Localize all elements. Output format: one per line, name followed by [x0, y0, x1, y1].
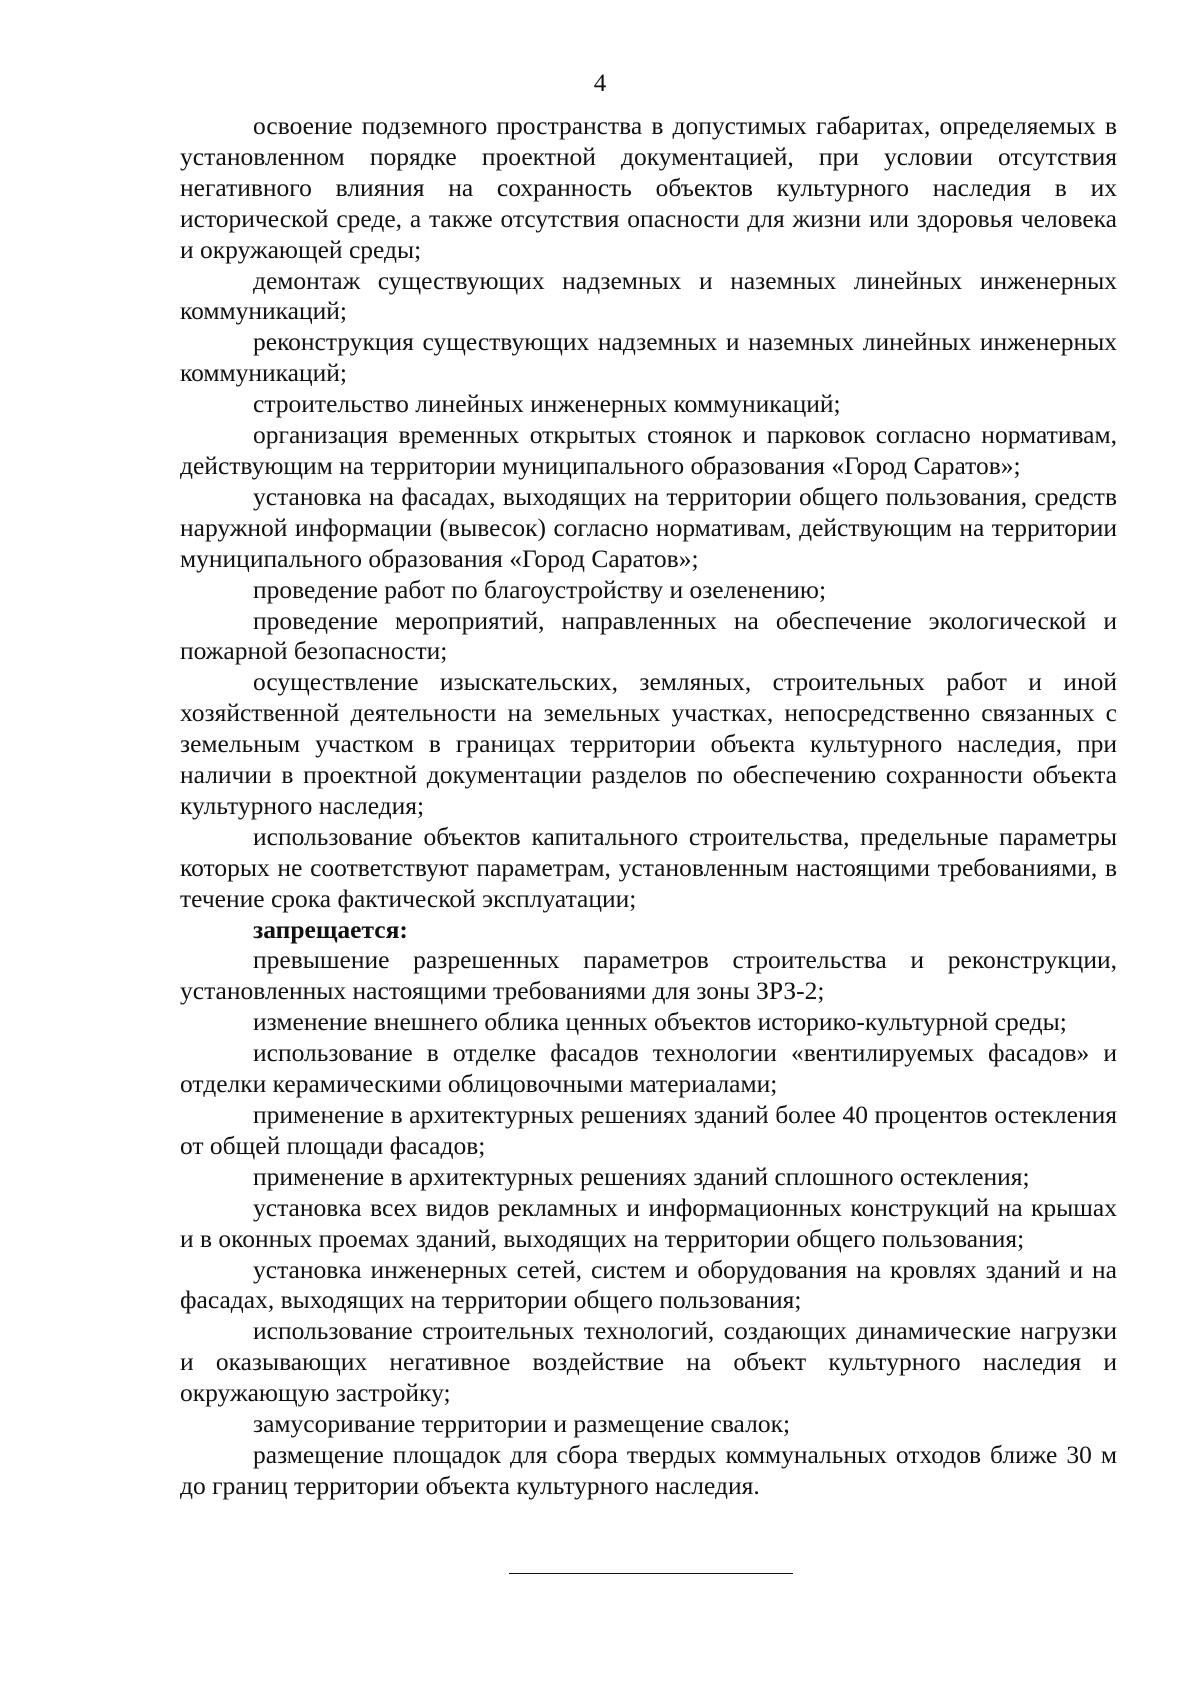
paragraph: использование строительных технологий, создающих динамические нагрузки и оказывающих негативное воздействие на объект культурного наследия и окружающую застройку; — [180, 1316, 1117, 1408]
paragraph: использование в отделке фасадов технологии «вентилируемых фасадов» и отделки керамическими облицовочными материалами; — [180, 1038, 1117, 1099]
paragraph: размещение площадок для сбора твердых коммунальных отходов ближе 30 м до границ территории объекта культурного наследия. — [180, 1439, 1117, 1500]
paragraph: замусоривание территории и размещение свалок; — [253, 1409, 791, 1439]
paragraph: установка на фасадах, выходящих на территории общего пользования, средств наружной информации (вывесок) согласно нормативам, действующим на территории муниципального образования «Город Саратов»; — [180, 481, 1117, 573]
paragraph: строительство линейных инженерных коммуникаций; — [253, 389, 841, 419]
document-body — [180, 111, 1117, 1502]
paragraph: установка инженерных сетей, систем и оборудования на кровлях зданий и на фасадах, выходящих на территории общего пользования; — [180, 1254, 1117, 1315]
section-heading-prohibited: запрещается: — [253, 914, 408, 944]
paragraph: освоение подземного пространства в допустимых габаритах, определяемых в установленном порядке проектной документацией, при условии отсутствия негативного влияния на сохранность объектов культурного наследия в их исторической среде, а также отсутствия опасности для жизни или здоровья человека и окружающей среды; — [180, 111, 1117, 264]
paragraph: реконструкция существующих надземных и наземных линейных инженерных коммуникаций; — [180, 327, 1117, 388]
paragraph: превышение разрешенных параметров строительства и реконструкции, установленных настоящими требованиями для зоны ЗРЗ-2; — [180, 945, 1117, 1006]
paragraph: изменение внешнего облика ценных объектов историко-культурной среды; — [253, 1007, 1067, 1037]
paragraph: установка всех видов рекламных и информационных конструкций на крышах и в оконных проемах зданий, выходящих на территории общего пользования; — [180, 1192, 1117, 1253]
paragraph: проведение мероприятий, направленных на обеспечение экологической и пожарной безопасности; — [180, 605, 1117, 666]
paragraph: осуществление изыскательских, земляных, строительных работ и иной хозяйственной деятельности на земельных участках, непосредственно связанных с земельным участком в границах территории объекта культурного наследия, при наличии в проектной документации разделов по обеспечению сохранности объекта культурного наследия; — [180, 667, 1117, 820]
paragraph: применение в архитектурных решениях зданий более 40 процентов остекления от общей площади фасадов; — [180, 1100, 1117, 1160]
paragraph: использование объектов капитального строительства, предельные параметры которых не соответствуют параметрам, установленным настоящими требованиями, в течение срока фактической эксплуатации; — [180, 821, 1117, 913]
paragraph: применение в архитектурных решениях зданий сплошного остекления; — [253, 1161, 1030, 1191]
paragraph: проведение работ по благоустройству и озеленению; — [253, 574, 827, 604]
page-number: 4 — [593, 70, 607, 97]
paragraph: демонтаж существующих надземных и наземных линейных инженерных коммуникаций; — [180, 265, 1117, 326]
paragraph: организация временных открытых стоянок и парковок согласно нормативам, действующим на территории муниципального образования «Город Саратов»; — [180, 420, 1117, 480]
end-of-text-rule — [509, 1573, 793, 1574]
